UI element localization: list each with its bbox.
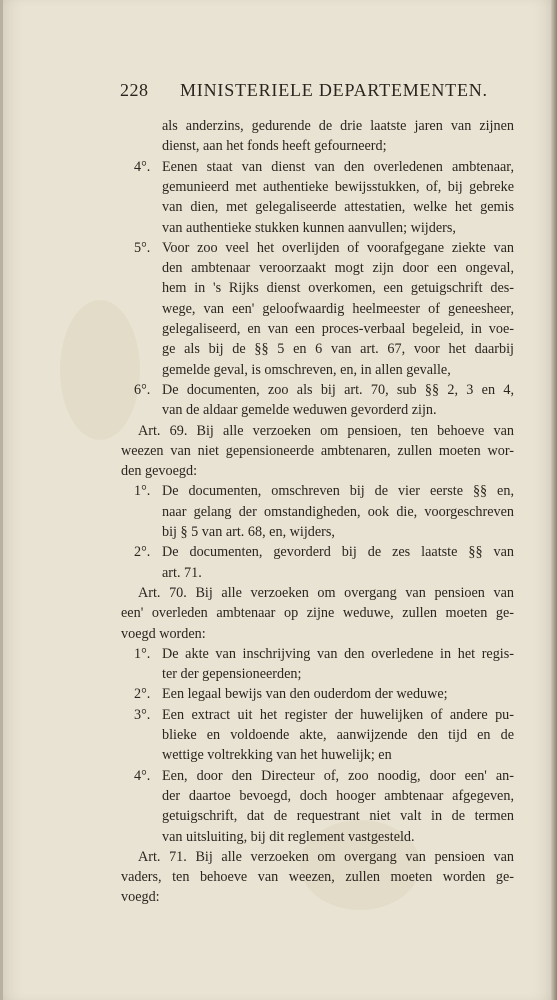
text-line: De documenten, omschreven bij de vier eerste §§ en,: [162, 483, 514, 500]
text-line: ge als bij de §§ 5 en 6 van art. 67, voor het daarbij: [162, 341, 514, 358]
item-number: 4°.: [134, 767, 151, 784]
text-line: den gevoegd:: [121, 463, 198, 480]
text-line: vaders, ten behoeve van weezen, zullen moeten worden ge-: [121, 869, 514, 886]
text-line: naar gelang der omstandigheden, ook die, voorgeschreven: [162, 503, 514, 520]
running-title: MINISTERIELE DEPARTEMENTEN.: [180, 80, 488, 100]
text-line: hem in 's Rijks dienst overkomen, een getuigschrift des-: [162, 280, 514, 297]
text-line: voegd:: [121, 889, 160, 906]
item-number: 1°.: [134, 645, 151, 662]
text-line: Voor zoo veel het overlijden of voorafgegane ziekte van: [162, 239, 514, 256]
text-line: wege, van een' geloofwaardig heelmeester of geneesheer,: [162, 300, 514, 317]
paper-stain: [60, 300, 140, 440]
page-number: 228: [120, 80, 149, 100]
text-line: gemelde geval, is omschreven, en, in allen gevalle,: [162, 361, 451, 378]
text-line: Eenen staat van dienst van den overledenen ambtenaar,: [162, 158, 514, 175]
text-line: getuigschrift, dat de requestrant niet valt in de termen: [162, 808, 514, 825]
text-line: van authentieke stukken kunnen aanvullen; wijders,: [162, 219, 456, 236]
item-number: 5°.: [134, 239, 151, 256]
text-line: dienst, aan het fonds heeft gefourneerd;: [162, 138, 387, 155]
text-line: van de aldaar gemelde weduwen gevorderd zijn.: [162, 402, 437, 419]
text-line: blieke en voldoende akte, aanwijzende den tijd en de: [162, 727, 514, 743]
item-number: 6°.: [134, 381, 151, 398]
text-line: een' overleden ambtenaar op zijne weduwe, zullen moeten ge-: [121, 605, 514, 622]
page-right-edge: [551, 0, 557, 1000]
text-line: wettige voltrekking van het huwelijk; en: [162, 747, 392, 764]
item-number: 4°.: [134, 158, 151, 175]
item-number: 2°.: [134, 686, 151, 703]
text-line: voegd worden:: [121, 625, 206, 642]
text-line: Een legaal bewijs van den ouderdom der weduwe;: [162, 686, 448, 703]
text-line: art. 71.: [162, 564, 202, 581]
page-left-edge: [0, 0, 3, 1000]
text-line: De documenten, gevorderd bij de zes laatste §§ van: [162, 544, 514, 561]
text-line: Een extract uit het register der huwelijken of andere pu-: [162, 706, 514, 723]
text-line: De akte van inschrijving van den overledene in het regis-: [162, 645, 514, 662]
text-line: Art. 69. Bij alle verzoeken om pensioen, ten behoeve van: [138, 422, 514, 439]
text-line: gemunieerd met authentieke bewijsstukken, of, bij gebreke: [162, 178, 514, 195]
item-number: 2°.: [134, 544, 151, 561]
text-line: der daartoe bevoegd, doch hooger ambtenaar afgegeven,: [162, 787, 514, 804]
text-line: van uitsluiting, bij dit reglement vastgesteld.: [162, 828, 415, 845]
text-line: den ambtenaar veroorzaakt mogt zijn door een ongeval,: [162, 260, 514, 277]
text-line: ter der gepensioneerden;: [162, 666, 302, 683]
text-line: weezen van niet gepensioneerde ambtenaren, zullen moeten wor-: [121, 442, 514, 459]
text-line: als anderzins, gedurende de drie laatste jaren van zijnen: [162, 118, 514, 134]
item-number: 3°.: [134, 706, 151, 723]
running-header: [120, 80, 520, 108]
text-line: bij § 5 van art. 68, en, wijders,: [162, 524, 335, 540]
text-line: De documenten, zoo als bij art. 70, sub §§ 2, 3 en 4,: [162, 381, 514, 398]
text-line: Art. 70. Bij alle verzoeken om overgang van pensioen van: [138, 584, 514, 601]
text-line: Art. 71. Bij alle verzoeken om overgang van pensioen van: [138, 848, 514, 865]
text-line: gelegaliseerd, en van een proces-verbaal begeleid, in voe-: [162, 321, 514, 337]
text-line: Een, door den Directeur of, zoo noodig, door een' an-: [162, 767, 514, 784]
text-line: van dien, met gelegaliseerde attestatien, welke het gemis: [162, 199, 514, 216]
item-number: 1°.: [134, 483, 151, 500]
